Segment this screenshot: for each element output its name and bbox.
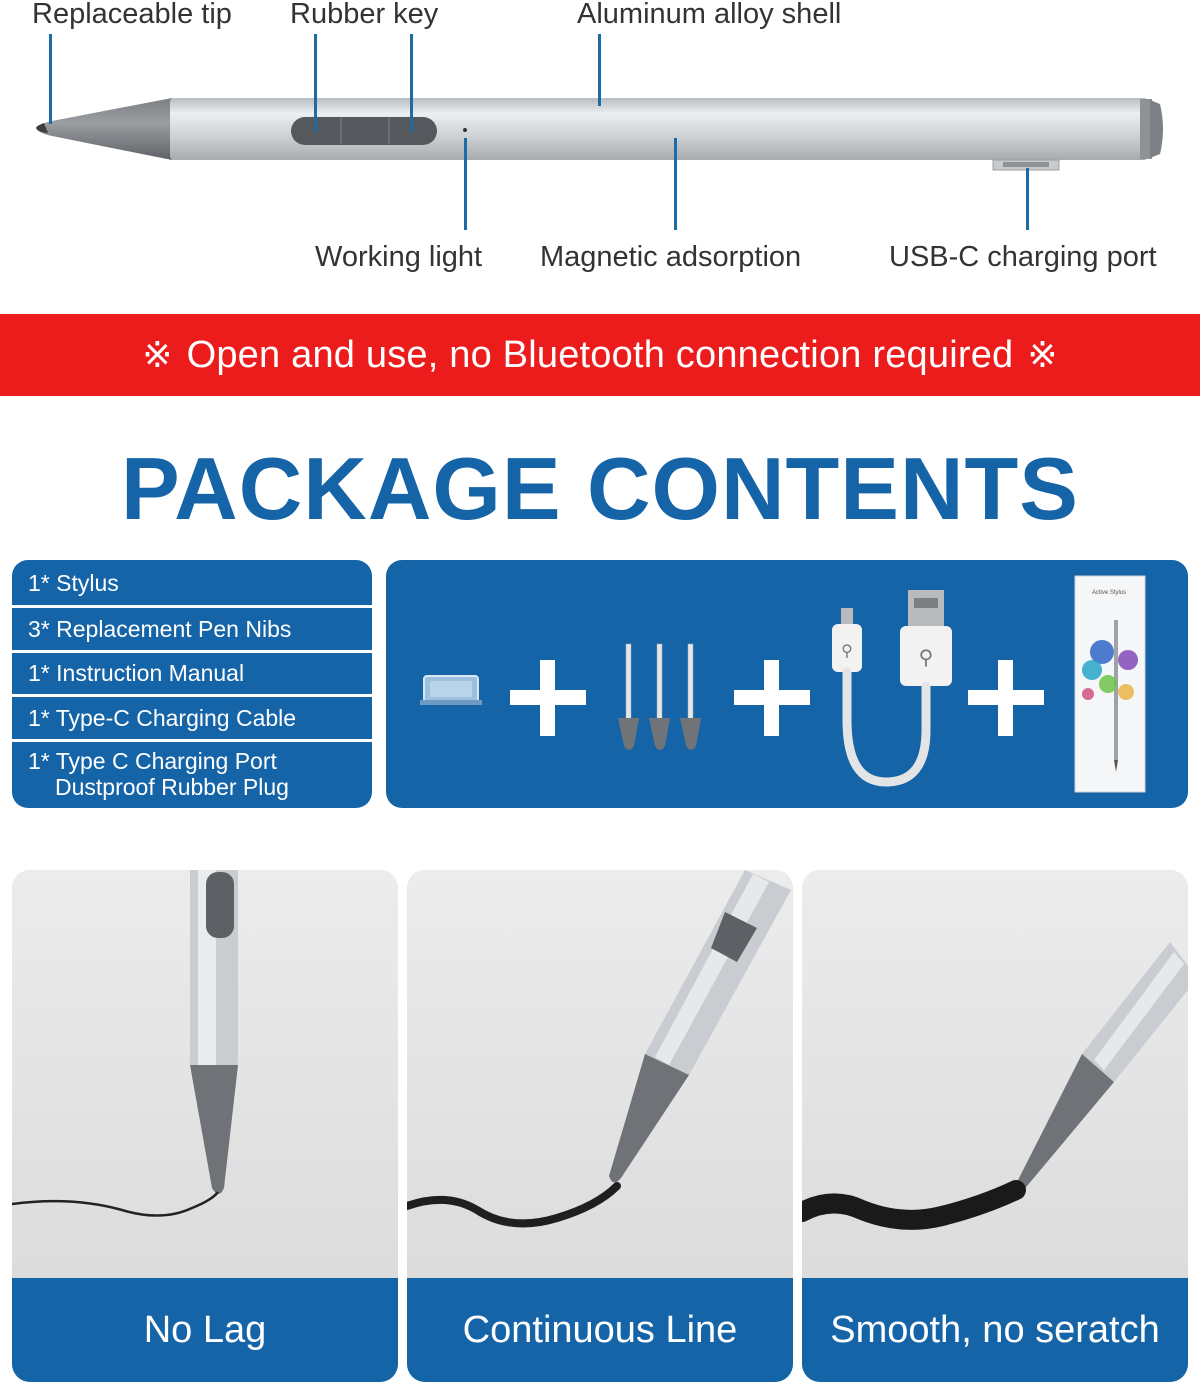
list-item-label: 1* Type C Charging Port [28,748,277,774]
leader-line-tip [49,34,52,124]
list-item-label-continued: Dustproof Rubber Plug [55,774,289,800]
list-item [12,748,372,800]
label-magnetic-adsorption: Magnetic adsorption [540,241,802,273]
reference-mark-icon: ※ [1027,334,1058,375]
list-item-label: 1* Stylus [28,570,119,596]
stylus-box-icon [1075,576,1145,792]
feature-caption: No Lag [12,1278,398,1382]
plus-icon [968,660,1044,736]
leader-line-magnetic [674,138,677,230]
leader-line-rubber-key-1 [314,34,317,132]
plus-icon [510,660,586,736]
label-rubber-key: Rubber key [290,0,439,30]
list-item [12,570,372,597]
rubber-plug-icon [420,676,482,705]
divider [12,694,372,697]
stylus-diagram [0,0,1200,312]
divider [12,605,372,608]
box-label: Active Stylus [1091,590,1127,596]
stylus-writing-illustration [407,870,793,1278]
list-item [12,660,372,687]
feature-card-smooth [802,870,1188,1382]
list-item-label: 3* Replacement Pen Nibs [28,616,292,642]
svg-text:⚲: ⚲ [918,645,934,669]
leader-line-usb-c [1026,168,1029,230]
reference-mark-icon: ※ [142,334,173,375]
svg-text:⚲: ⚲ [841,641,853,660]
label-aluminum-shell: Aluminum alloy shell [577,0,842,30]
plus-icon [734,660,810,736]
feature-caption: Smooth, no seratch [802,1278,1188,1382]
feature-caption: Continuous Line [407,1278,793,1382]
package-contents-list [12,560,372,808]
list-item-label: 1* Type-C Charging Cable [28,705,297,731]
stylus-writing-illustration [802,870,1188,1278]
list-item [12,705,372,732]
label-usb-c-port: USB-C charging port [889,241,1157,273]
feature-card-continuous-line [407,870,793,1382]
feature-card-no-lag [12,870,398,1382]
package-contents-title: PACKAGE CONTENTS [121,439,1079,538]
pen-nibs-icon [618,644,701,750]
stylus-writing-illustration [12,870,398,1278]
label-working-light: Working light [315,241,483,273]
leader-line-rubber-key-2 [410,34,413,132]
package-contents-panel [386,560,1188,808]
banner-text: Open and use, no Bluetooth connection required [186,333,1014,376]
leader-line-shell [598,34,601,106]
promo-banner [0,314,1200,396]
divider [12,650,372,653]
divider [12,739,372,742]
list-item-label: 1* Instruction Manual [28,660,245,686]
label-replaceable-tip: Replaceable tip [32,0,232,30]
list-item [12,616,372,643]
leader-line-working-light [464,138,467,230]
charging-cable-icon [832,590,952,782]
